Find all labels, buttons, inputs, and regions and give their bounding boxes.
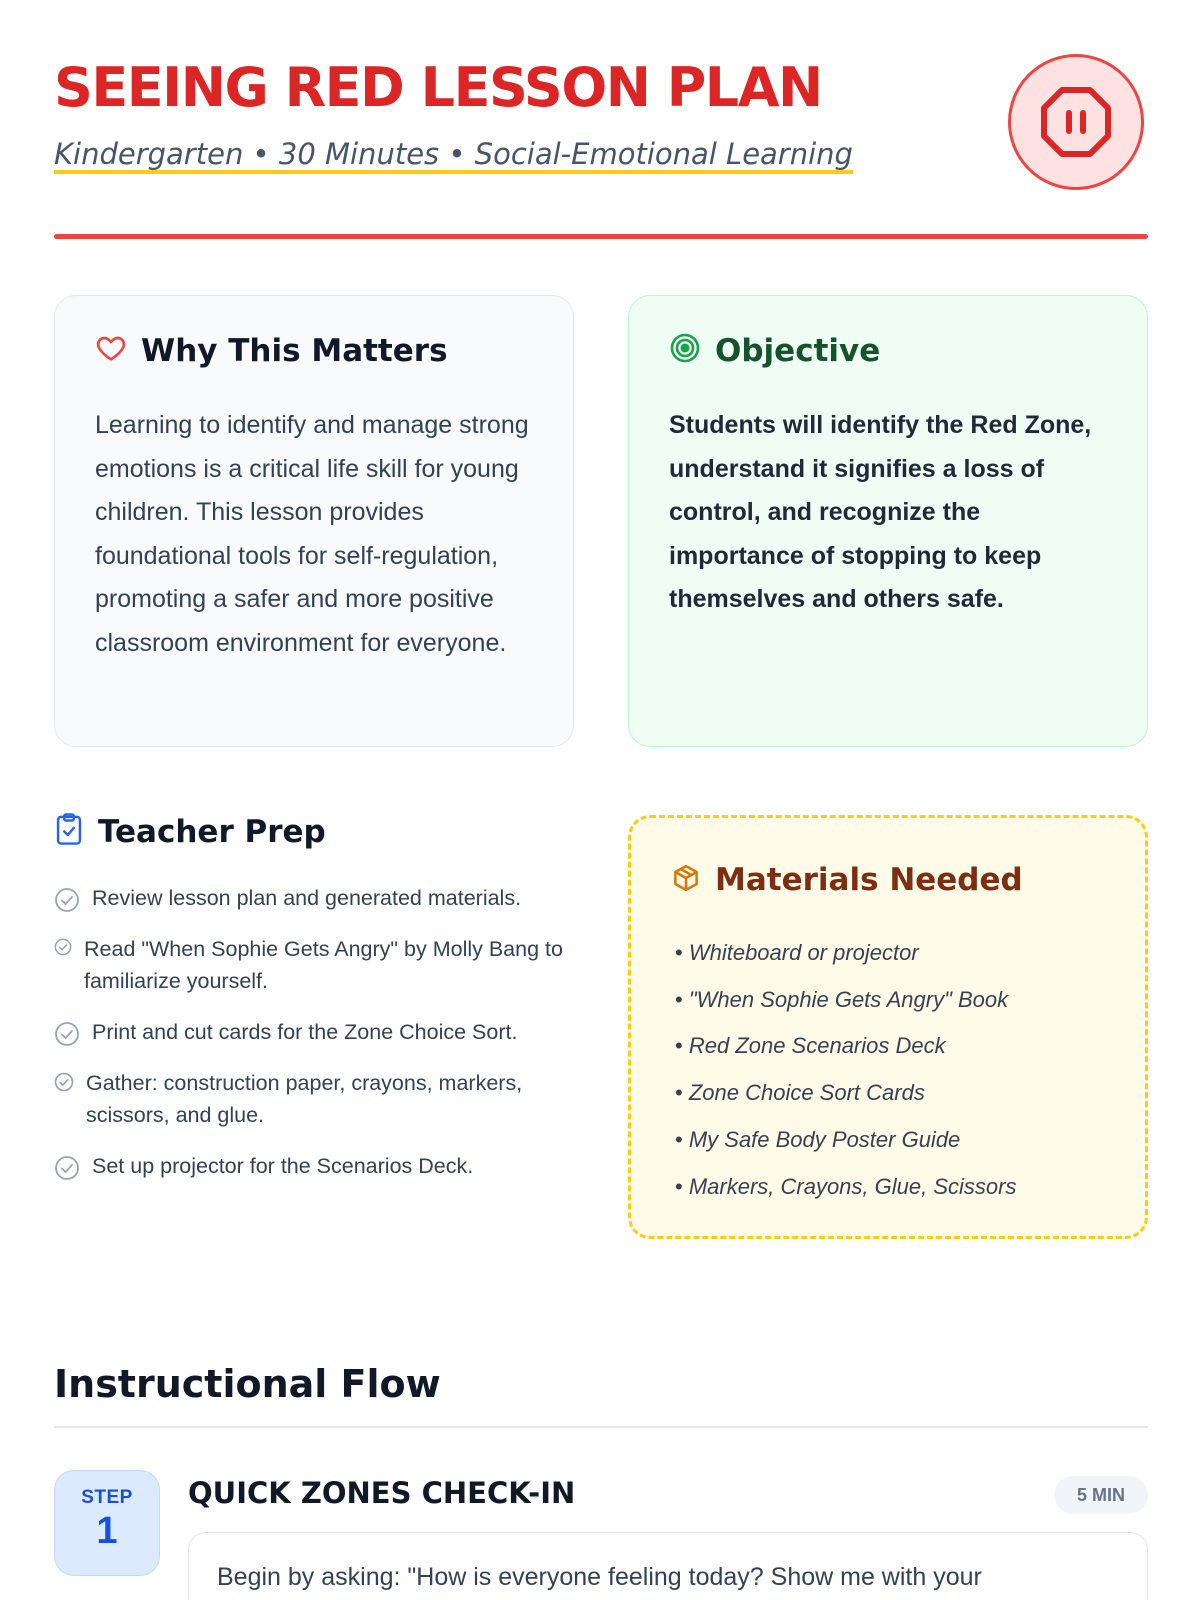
step-duration-badge: 5 MIN	[1054, 1476, 1148, 1514]
heart-icon	[95, 332, 127, 369]
prep-item-text: Review lesson plan and generated materials.	[92, 886, 522, 910]
why-heading: Why This Matters	[141, 332, 448, 369]
materials-item: • Zone Choice Sort Cards	[675, 1070, 1016, 1117]
instructional-flow-heading: Instructional Flow	[54, 1362, 441, 1406]
step-badge	[54, 1470, 160, 1576]
clipboard-check-icon	[54, 812, 84, 851]
why-heading-row	[95, 332, 448, 369]
objective-card	[628, 295, 1148, 747]
prep-item	[54, 1067, 574, 1131]
stop-pause-icon	[1008, 54, 1144, 190]
prep-item-text: Gather: construction paper, crayons, markers, scissors, and glue.	[86, 1071, 523, 1127]
step-label: STEP	[81, 1487, 133, 1508]
prep-item	[54, 1150, 574, 1182]
header-divider	[54, 234, 1148, 239]
target-icon	[669, 332, 701, 369]
teacher-prep-section	[54, 812, 574, 1178]
materials-list	[675, 930, 1016, 1210]
check-circle-icon	[54, 1155, 80, 1181]
box-icon	[671, 863, 701, 898]
materials-heading: Materials Needed	[715, 862, 1023, 898]
prep-heading: Teacher Prep	[98, 813, 326, 850]
materials-item: • My Safe Body Poster Guide	[675, 1117, 1016, 1164]
materials-card	[628, 815, 1148, 1239]
prep-checklist	[54, 882, 574, 1201]
prep-item	[54, 882, 574, 914]
flow-divider	[54, 1426, 1148, 1428]
check-circle-icon	[54, 1072, 74, 1092]
materials-item: • Markers, Crayons, Glue, Scissors	[675, 1164, 1016, 1211]
page-subtitle: Kindergarten • 30 Minutes • Social-Emotional Learning	[54, 137, 853, 171]
objective-heading-row	[669, 332, 880, 369]
prep-item-text: Print and cut cards for the Zone Choice Sort.	[92, 1020, 518, 1044]
step-number: 1	[96, 1510, 118, 1552]
page-title: SEEING RED LESSON PLAN	[54, 56, 822, 119]
check-circle-icon	[54, 938, 72, 956]
why-this-matters-card	[54, 295, 574, 747]
prep-item	[54, 933, 574, 997]
materials-item: • Whiteboard or projector	[675, 930, 1016, 977]
prep-item-text: Set up projector for the Scenarios Deck.	[92, 1154, 474, 1178]
objective-heading: Objective	[715, 332, 881, 369]
prep-item-text: Read "When Sophie Gets Angry" by Molly Bang to familiarize yourself.	[84, 937, 563, 993]
check-circle-icon	[54, 1021, 80, 1047]
materials-item: • "When Sophie Gets Angry" Book	[675, 977, 1016, 1024]
check-circle-icon	[54, 887, 80, 913]
header	[54, 52, 1148, 242]
why-body: Learning to identify and manage strong emotions is a critical life skill for young children. This lesson provides foundational tools for self-regulation, promoting a safer and more positive classroom environment for everyone.	[95, 411, 529, 657]
step-content-box	[188, 1532, 1148, 1600]
materials-heading-row	[671, 862, 1023, 898]
prep-heading-row	[54, 812, 574, 851]
materials-item: • Red Zone Scenarios Deck	[675, 1023, 1016, 1070]
objective-body: Students will identify the Red Zone, understand it signifies a loss of control, and recognize the importance of stopping to keep themselves and others safe.	[669, 411, 1092, 613]
prep-item	[54, 1016, 574, 1048]
step-title: QUICK ZONES CHECK-IN	[188, 1476, 576, 1510]
step-text: Begin by asking: "How is everyone feeling today? Show me with your	[217, 1563, 982, 1591]
